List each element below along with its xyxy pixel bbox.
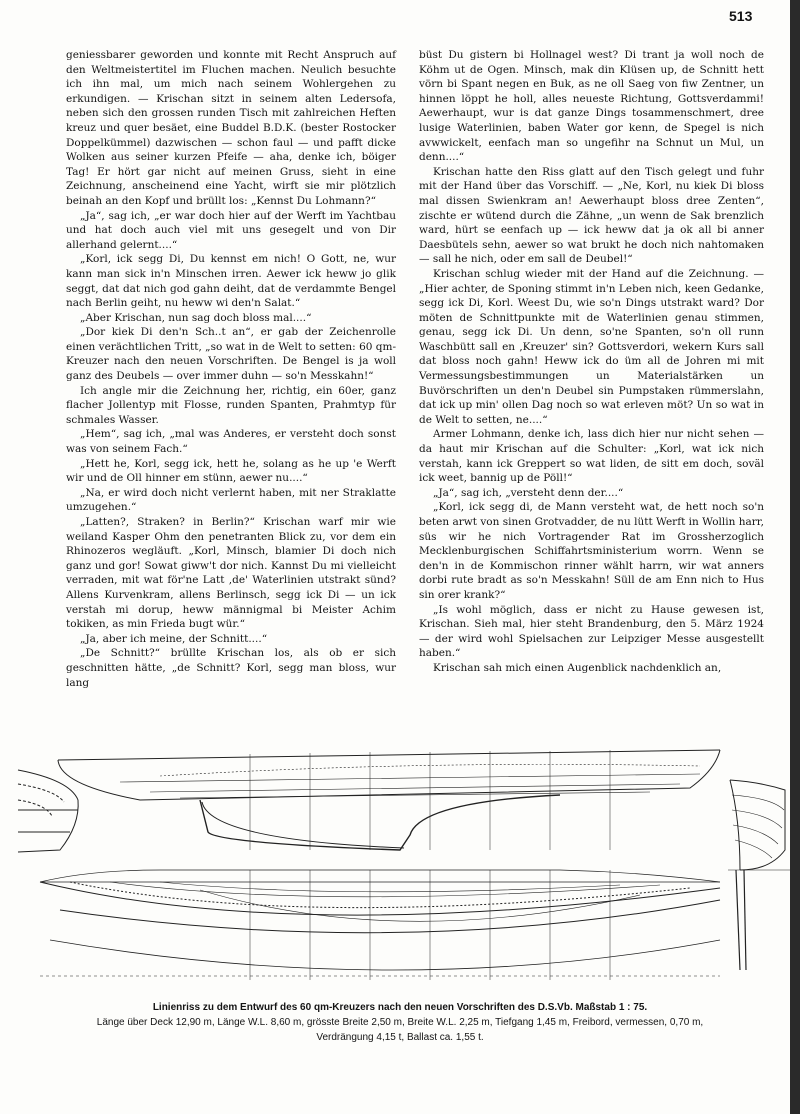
paragraph: Ich angle mir die Zeichnung her, richtig, ein 60er, ganz flacher Jollentyp mit Flosse, runden Spanten, Prahmtyp für schmales Wasser. [66,384,396,426]
hull-lines-drawing [0,740,800,995]
paragraph: „Hett he, Korl, segg ick, hett he, solang as he up 'e Werft wir und de Oll hinner em stünn, aewer nu....“ [66,457,396,485]
paragraph: „Dor kiek Di den'n Sch..t an“, er gab der Zeichenrolle einen verächtlichen Tritt, „so wat in de Welt to setten: 60 qm-Kreuzer nach den neuen Vorschriften. De Bengel is ja woll ganz des Deubels — over immer duhn — so'n Messkahn!“ [66,326,396,383]
paragraph: „De Schnitt?“ brüllte Krischan los, als ob er sich geschnitten hätte, „de Schnitt? Korl, segg man bloss, wur lang [66,647,396,689]
profile-view [58,750,720,850]
paragraph: büst Du gistern bi Hollnagel west? Di trant ja woll noch de Köhm ut de Ogen. Minsch, mak din Klüsen up, de Schnitt hett vörn bi Spant negen en Buk, as ne oll Saeg von fiw Zentner, un hinnen löppt he holl, alles neueste Richtung, Gottsverdammi! Aewerhaupt, wur is dat ganze Dings tosammenschmert, dree lusige Waterlinien, baben Water gor kenn, de Spegel is nich avwwickelt, eenfach man so ungefihr na Schnut un Mul, un denn....“ [419,49,764,164]
paragraph: „Korl, ick segg di, de Mann versteht wat, de hett noch so'n beten arwt von sinen Grotvadder, de nu lütt Werft in Wollin harr, süs wir he nich Vortragender Rat im Grossherzoglich Mecklenburgischen Schiffahrtsministerium worrn. Wenn se den'n in de Kommischon rinner wählt harrn, wir wat anners dorbi rute bradt as so'n Messkahn! Süll de am Enn nich to Hus sin orer krank?“ [419,501,764,601]
paragraph: „Ja“, sag ich, „versteht denn der....“ [433,486,624,499]
paragraph: „Ja, aber ich meine, der Schnitt....“ [80,632,268,645]
right-text-column [419,48,764,676]
paragraph: „Hem“, sag ich, „mal was Anderes, er versteht doch sonst was von seinem Fach.“ [66,428,396,456]
paragraph: „Is wohl möglich, dass er nicht zu Hause gewesen ist, Krischan. Sieh mal, hier steht Brandenburg, den 5. März 1924 — der wird wohl Spielsachen zur Leipziger Messe ausgestellt haben.“ [419,603,764,660]
paragraph: Krischan hatte den Riss glatt auf den Tisch gelegt und fuhr mit der Hand über das Vorschiff. — „Ne, Korl, nu kiek Di bloss mal dissen Swienkram an! Aewerhaupt bloss dree Zenten“, zischte er wütend durch die Zähne, „un wenn de Sak brenzlich ward, hürt se eenfach up — ick heww dat ja ok all bi anner Daesbütels sehn, aewer so wat brukt he doch nich nahtomaken — sall he nich, oder em sall de Deubel!“ [419,165,764,266]
paragraph: Armer Lohmann, denke ich, lass dich hier nur nicht sehen — da haut mir Krischan auf die Schulter: „Korl, wat ick nich verstah, kann ick Greppert so wat liden, de sitt em doch, sovӓl ick weet, bannig up de Pöll!“ [419,428,764,485]
figure-caption [0,1000,800,1045]
paragraph: geniessbarer geworden und konnte mit Recht Anspruch auf den Weltmeistertitel im Fluchen machen. Neulich besuchte ich ihn mal, um mich nach seinem Wohlergehen zu erkundigen. — Krischan sitzt in seinem alten Ledersofa, neben sich den grossen runden Tisch mit zahlreichen Heften kreuz und quer besäet, eine Buddel B.D.K. (bester Rostocker Doppelkümmel) dazwischen — schon faul — und pafft dicke Wolken aus seiner kurzen Pfeife — aha, denke ich, böiger Tag! Er hört gar nicht auf meinen Gruss, sieht in eine Zeichnung, anscheinend eine Yacht, wirft sie mir plötzlich beinah an den Kopf und brüllt los: „Kennst Du Lohmann?“ [66,49,396,207]
caption-dimensions: Länge über Deck 12,90 m, Länge W.L. 8,60 m, grösste Breite 2,50 m, Breite W.L. 2,25 m, Tiefgang 1,45 m, Freibord, vermessen, 0,70 m, [96,1017,704,1028]
body-plan-view [728,780,790,970]
half-breadth-view [40,870,720,980]
transom-section [18,770,78,852]
paragraph: „Aber Krischan, nun sag doch bloss mal....“ [80,311,312,324]
caption-title: Linienriss zu dem Entwurf des 60 qm-Kreuzers nach den neuen Vorschriften des D.S.Vb. Maßstab 1 : 75. [152,1002,648,1013]
paragraph: Krischan schlug wieder mit der Hand auf die Zeichnung. — „Hier achter, de Sponing stimmt in'n Leben nich, keen Gedanke, segg ick Di, Korl. Weest Du, wie so'n Dings utstrakt ward? Dor möten de Schnittpunkte mit de Waterlinien genau stimmen, genau, segg ick Di. Un denn, so'ne Spanten, so'n oll runn Waschbütt sall en ,Kreuzer' sin? Gottsverdori, wekern Kurs sall dat bloss noch gahn! Heww ick do üm all de Johren mi mit Vermessungsbestimmungen un Materialstärken un Buvörschriften un den'n Deubel sin Pumpstaken rümmerslahn, dat ick up min' ollen Dag noch so wat erleven möt? Un so wat in de Welt to setten, ne....“ [419,267,764,426]
paragraph: „Na, er wird doch nicht verlernt haben, mit ner Straklatte umzugehen.“ [66,486,396,514]
paragraph: „Latten?, Straken? in Berlin?“ Krischan warf mir wie weiland Kasper Ohm den penetranten Blick zu, vor dem ein Rhinozeros wegläuft. „Korl, Minsch, blamier Di doch nich ganz und gor! Sowat giww't dor nich. Kannst Du mi vielleicht verraden, mit wat för'ne Latt ,de' Waterlinien utstrakt sünd? Allens Kurvenkram, allens Berlinsch, segg ick Di — un ick verstah mi dorup, heww männigmal bi Meister Achim tokiken, as min Frieda bugt wür.“ [66,516,396,631]
paragraph: „Ja“, sag ich, „er war doch hier auf der Werft im Yachtbau und hat doch auch viel mit uns gesegelt und von Dir allerhand gelernt....“ [66,209,396,251]
page-number: 513 [729,8,753,24]
caption-displacement: Verdrängung 4,15 t, Ballast ca. 1,55 t. [316,1032,484,1043]
paragraph: Krischan sah mich einen Augenblick nachdenklich an, [433,661,722,674]
paragraph: „Korl, ick segg Di, Du kennst em nich! O Gott, ne, wur kann man sick in'n Minschen irren. Aewer ick heww jo glik seggt, dat dat nich god gahn deiht, dat de verdammte Bengel nach Berlin geiht, nu heww wi den'n Salat.“ [66,253,396,310]
left-text-column [66,48,396,690]
